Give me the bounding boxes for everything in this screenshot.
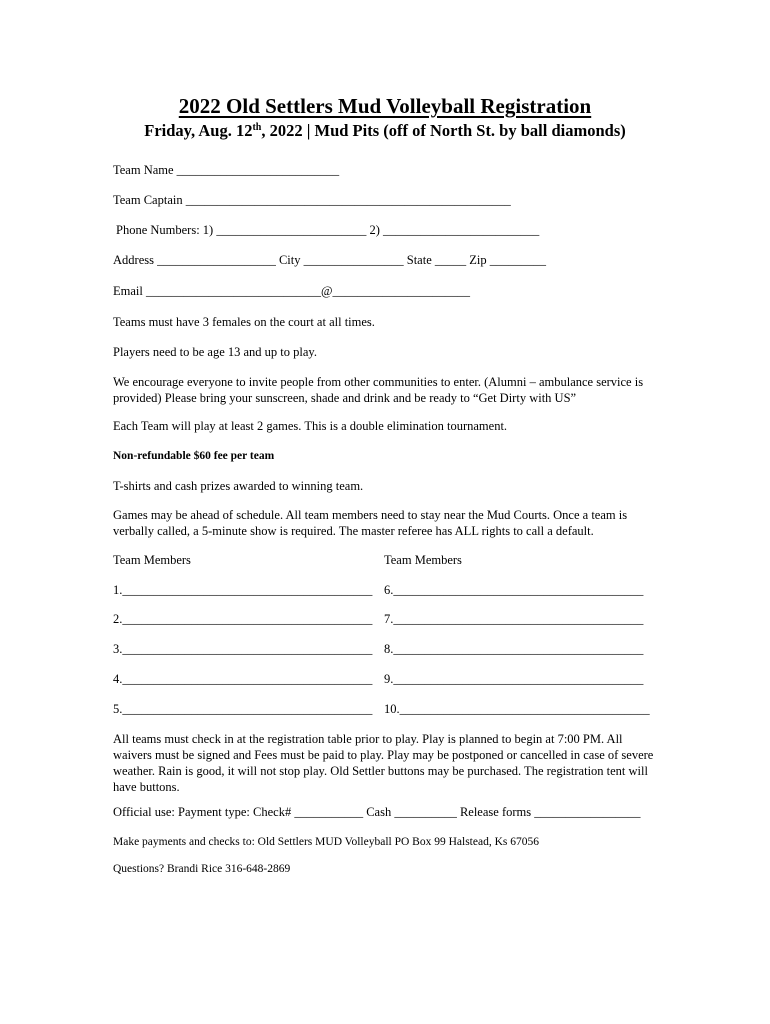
page-title: 2022 Old Settlers Mud Volleyball Registration [178,94,592,118]
member-line: 3.________________________________________ [113,642,373,656]
member-line: 7.________________________________________ [384,612,644,626]
email-field: Email ____________________________@______________________ [113,284,470,298]
games-rule: Each Team will play at least 2 games. This is a double elimination tournament. [113,419,508,433]
questions-contact: Questions? Brandi Rice 316-648-2869 [113,863,291,875]
team-name-field: Team Name __________________________ [113,163,340,177]
subtitle-date: Friday, Aug. 12 [144,121,253,140]
subtitle-location: , 2022 | Mud Pits (off of North St. by ball diamonds) [261,121,626,140]
event-date-location [0,121,770,141]
member-line: 6.________________________________________ [384,583,644,597]
member-line: 2.________________________________________ [113,612,373,626]
member-line: 5.________________________________________ [113,702,373,716]
address-field: Address ___________________ City ________________ State _____ Zip _________ [113,253,546,267]
checkin-paragraph: All teams must check in at the registration table prior to play. Play is planned to begin at 7:00 PM. All waivers must be signed and Fees must be paid to play. Play may be postponed or cancelled in case of severe weather. Rain is good, it will not stop play. Old Settler buttons may be purchased. The registration tent will have buttons. [113,732,654,794]
member-line: 4.________________________________________ [113,672,373,686]
encourage-paragraph: We encourage everyone to invite people from other communities to enter. (Alumni – ambulance service is provided) Please bring your sunscreen, shade and drink and be ready to “Get Dirty with US” [113,375,644,405]
schedule-paragraph: Games may be ahead of schedule. All team members need to stay near the Mud Courts. Once a team is verbally called, a 5-minute show is required. The master referee has ALL rights to call a default. [113,508,628,538]
official-use-line: Official use: Payment type: Check# ___________ Cash __________ Release forms _________________ [113,805,641,819]
member-line: 9.________________________________________ [384,672,644,686]
fee-notice: Non-refundable $60 fee per team [113,450,275,462]
payments-info: Make payments and checks to: Old Settlers MUD Volleyball PO Box 99 Halstead, Ks 67056 [113,836,539,848]
phone-numbers-field: Phone Numbers: 1) ________________________ 2) _________________________ [116,223,540,237]
team-captain-field: Team Captain ____________________________________________________ [113,193,511,207]
team-members-header-left: Team Members [113,553,191,567]
subtitle-ordinal: th [252,122,262,133]
age-rule: Players need to be age 13 and up to play. [113,345,317,359]
prizes-notice: T-shirts and cash prizes awarded to winning team. [113,479,364,493]
member-line: 10.________________________________________ [384,702,650,716]
member-line: 8.________________________________________ [384,642,644,656]
team-members-header-right: Team Members [384,553,462,567]
member-line: 1.________________________________________ [113,583,373,597]
females-rule: Teams must have 3 females on the court at all times. [113,315,375,329]
